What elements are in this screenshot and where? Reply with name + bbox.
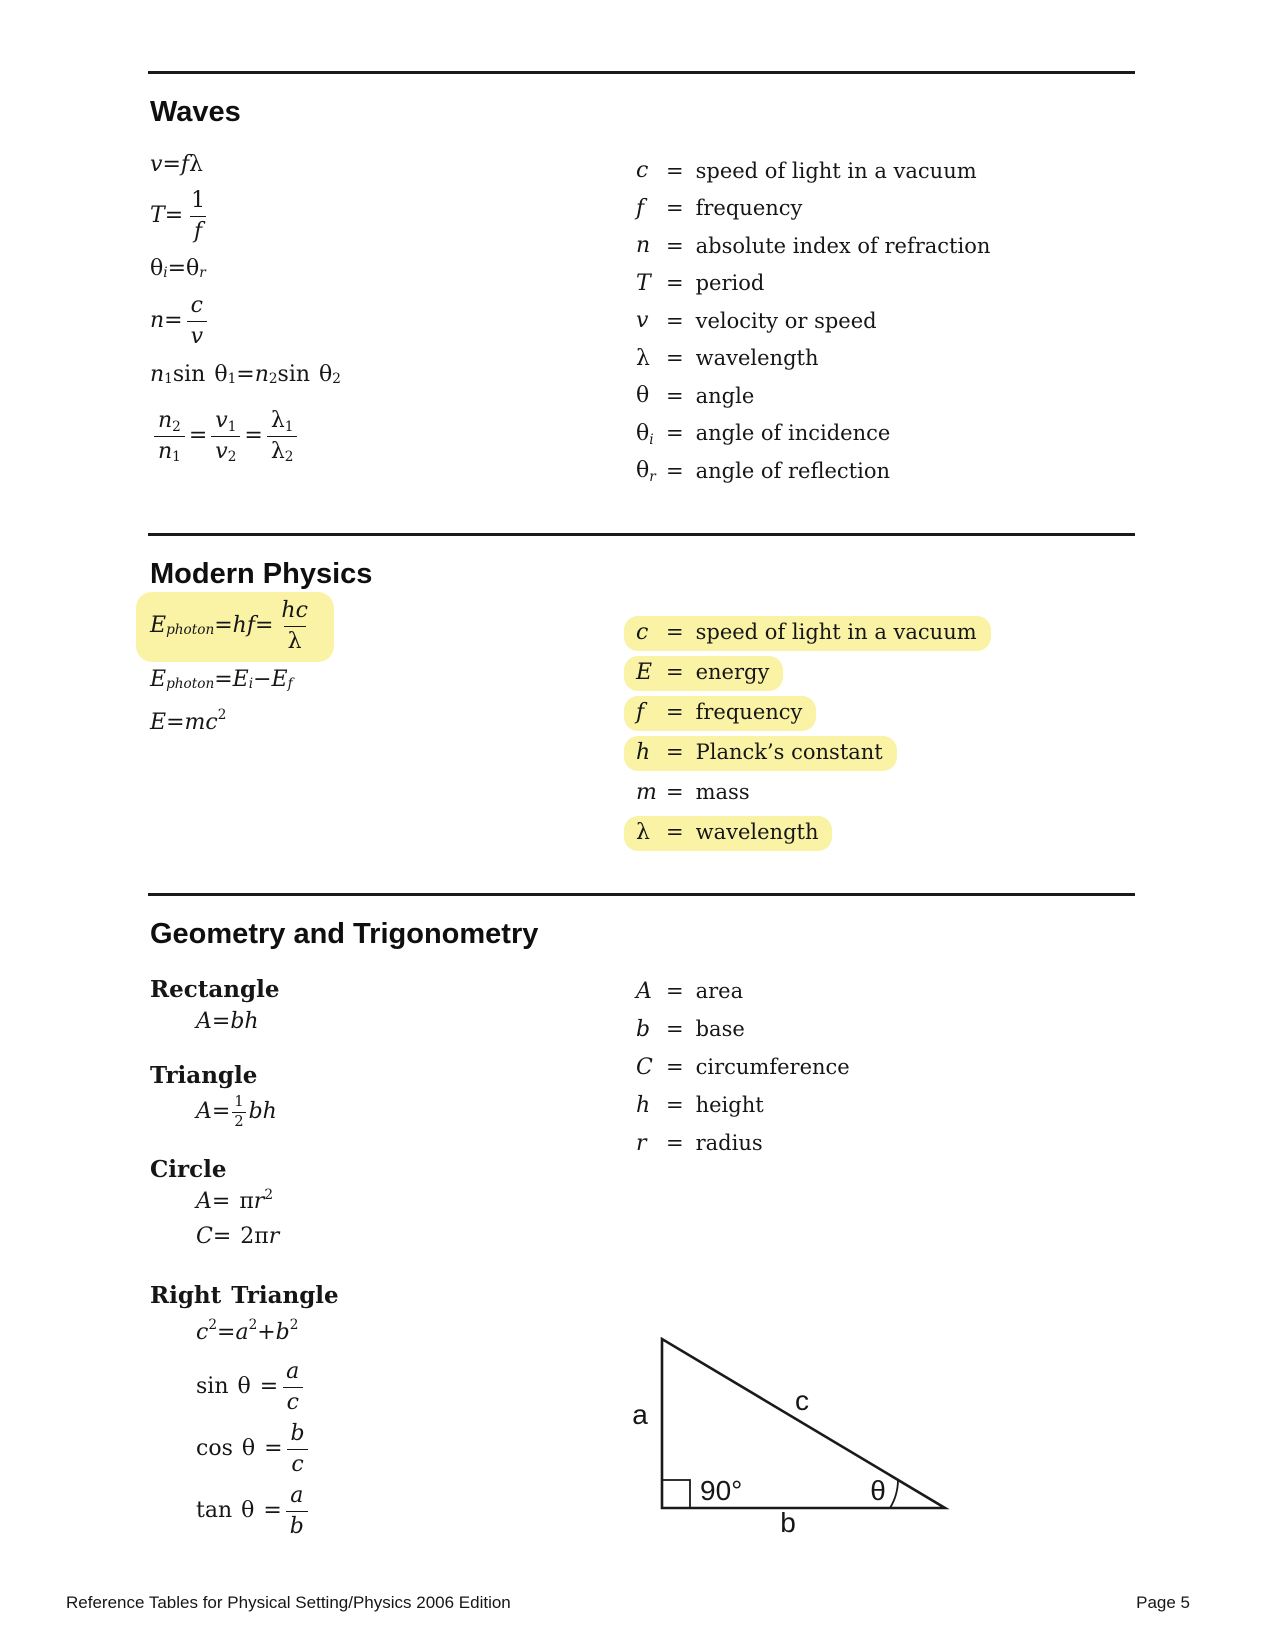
equals-sign: =	[666, 620, 684, 644]
definition-h: h = Planck’s constant	[636, 733, 991, 773]
equals-sign: =	[666, 1131, 684, 1155]
label-right-angle: 90°	[700, 1475, 743, 1506]
definition-A: A = area	[636, 978, 744, 1004]
geometry-formula-column	[150, 975, 339, 1543]
right-angle-marker	[662, 1480, 690, 1508]
footer-document-title: Reference Tables for Physical Setting/Physics 2006 Edition	[66, 1593, 511, 1612]
angle-arc	[890, 1480, 898, 1508]
section-title-geometry-trigonometry: Geometry and Trigonometry	[150, 918, 539, 950]
equals-sign: =	[666, 979, 684, 1003]
equals-sign: =	[666, 308, 684, 333]
formula-circle-circumference: C = 2π r	[196, 1224, 280, 1250]
subheading-circle: Circle	[150, 1155, 227, 1183]
definition-lambda: λ = wavelength	[636, 345, 819, 371]
definition-c: c = speed of light in a vacuum	[636, 613, 991, 653]
definition-C: C = circumference	[636, 1054, 850, 1080]
definition-h: h = height	[636, 1092, 764, 1118]
section-title-modern-physics: Modern Physics	[150, 558, 373, 590]
section-divider	[148, 533, 1135, 536]
equals-sign: =	[666, 196, 684, 221]
definition-r: r = radius	[636, 1130, 763, 1156]
label-side-b: b	[780, 1507, 796, 1535]
equals-sign: =	[666, 1093, 684, 1117]
waves-formula-column	[150, 148, 359, 476]
modern-physics-definition-column	[636, 613, 991, 853]
subheading-triangle: Triangle	[150, 1061, 258, 1089]
formula-photon-energy: E $_{photon}$ = hf = $\frac{hc}{\lambda}$	[150, 594, 334, 660]
definition-v: v = velocity or speed	[636, 308, 877, 334]
equals-sign: =	[666, 700, 684, 724]
formula-law-of-reflection: θ $_i$ = θ $_r$	[150, 256, 206, 282]
equals-sign: =	[666, 383, 684, 408]
equals-sign: =	[666, 820, 684, 844]
formula-sine: sin θ = $\frac{a}{c}$	[150, 1357, 325, 1419]
equals-sign: =	[666, 271, 684, 296]
definition-theta-i: $\theta_i$ = angle of incidence	[636, 420, 891, 448]
waves-definition-column	[636, 153, 1004, 491]
formula-cosine: cos θ = $\frac{b}{c}$	[150, 1419, 331, 1481]
subheading-rectangle: Rectangle	[150, 975, 280, 1003]
formula-wave-speed: v = f λ	[150, 152, 203, 178]
definition-f: f = frequency	[636, 195, 803, 221]
definition-theta-r: $\theta_r$ = angle of reflection	[636, 458, 890, 486]
definition-lambda: λ = wavelength	[636, 813, 991, 853]
equals-sign: =	[666, 780, 684, 804]
definition-b: b = base	[636, 1016, 745, 1042]
definition-c: c = speed of light in a vacuum	[636, 158, 977, 184]
section-divider	[148, 893, 1135, 896]
definition-E: E = energy	[636, 653, 991, 693]
section-divider	[148, 71, 1135, 74]
definition-T: T = period	[636, 270, 765, 296]
formula-period: T = $\frac{1}{f}$	[150, 188, 206, 244]
definition-m: m = mass	[636, 779, 750, 805]
label-side-a: a	[632, 1399, 648, 1430]
equals-sign: =	[666, 458, 684, 483]
modern-physics-formula-column	[150, 594, 334, 746]
formula-snells-law: n $_1$ sin θ $_1$ = n $_2$ sin θ $_2$	[150, 362, 341, 388]
equals-sign: =	[666, 421, 684, 446]
formula-photon-energy-levels: E $_{photon}$ = E $_i$ − E $_f$	[150, 667, 293, 693]
equals-sign: =	[666, 660, 684, 684]
right-triangle-figure	[590, 1320, 970, 1535]
equals-sign: =	[666, 158, 684, 183]
footer-page-number: Page 5	[1136, 1593, 1190, 1612]
formula-wave-ratios: $\frac{n_2}{n_1}$ = $\frac{v_1}{v_2}$ = $\frac{\lambda_1}{\lambda_2}$	[150, 398, 319, 476]
definition-f: f = frequency	[636, 693, 991, 733]
equals-sign: =	[666, 346, 684, 371]
definition-theta: θ = angle	[636, 383, 755, 409]
equals-sign: =	[666, 233, 684, 258]
label-hypotenuse-c: c	[795, 1385, 809, 1416]
formula-rectangle-area: A = bh	[196, 1009, 259, 1035]
formula-pythagorean-theorem: c $^2$ = a $^2$ + b $^2$	[196, 1317, 299, 1346]
formula-circle-area: A = π r $^2$	[196, 1186, 273, 1215]
formula-index-of-refraction: n = $\frac{c}{v}$	[150, 290, 229, 354]
label-angle-theta: θ	[870, 1475, 886, 1506]
section-title-waves: Waves	[150, 96, 241, 128]
equals-sign: =	[666, 1055, 684, 1079]
geometry-definition-column	[636, 973, 864, 1163]
definition-n: n = absolute index of refraction	[636, 233, 991, 259]
equals-sign: =	[666, 1017, 684, 1041]
equals-sign: =	[666, 740, 684, 764]
formula-triangle-area: A = $\frac{1}{2}$ bh	[196, 1093, 277, 1130]
page-footer	[0, 1593, 1275, 1617]
formula-tangent: tan θ = $\frac{a}{b}$	[150, 1481, 330, 1543]
formula-mass-energy: E = mc $^2$	[150, 707, 227, 736]
subheading-right-triangle: Right Triangle	[150, 1281, 339, 1309]
